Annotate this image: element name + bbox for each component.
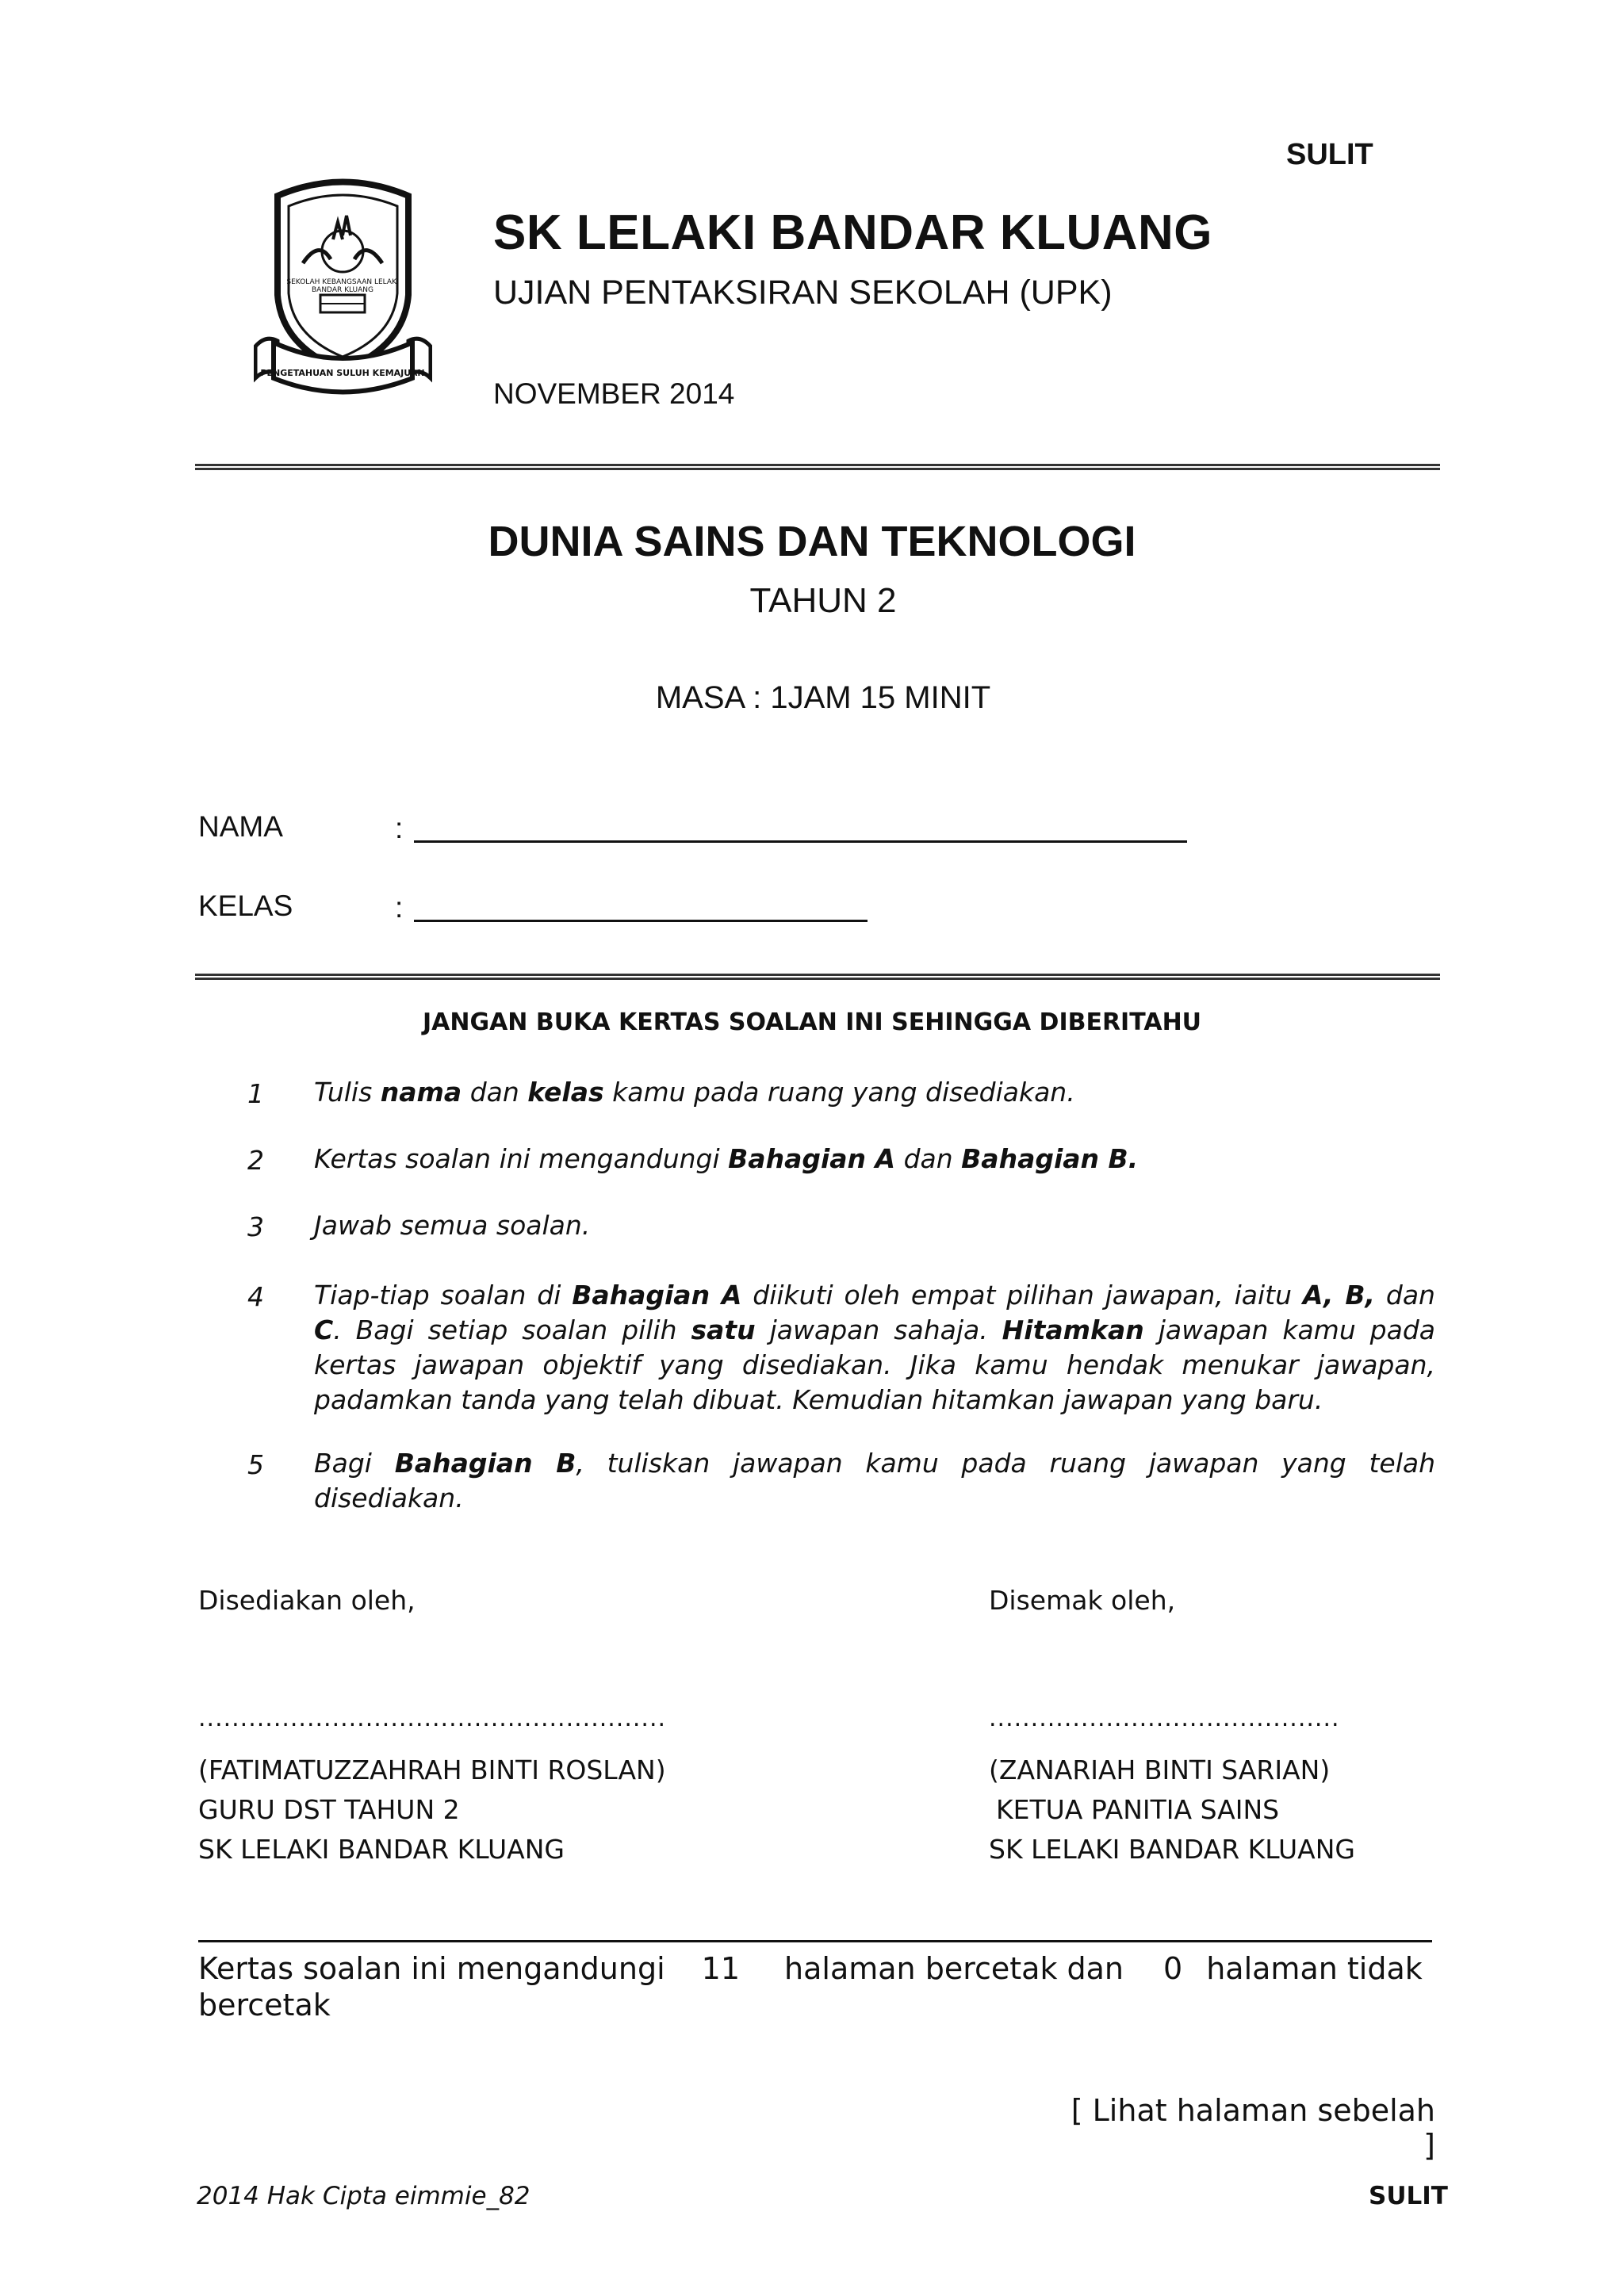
name-input-line[interactable] (414, 840, 1187, 843)
instruction-number: 2 (247, 1145, 264, 1176)
instruction-number: 1 (247, 1078, 264, 1109)
class-label: KELAS (198, 890, 293, 922)
copyright-text: 2014 Hak Cipta eimmie_82 (197, 2182, 530, 2210)
prepared-signature-line: ........................................................ (198, 1705, 667, 1732)
page-count-text: Kertas soalan ini mengandungi (198, 1951, 665, 1986)
instruction-item: Tiap-tiap soalan di Bahagian A diikuti oleh empat pilihan jawapan, iaitu A, B, dan C. Bagi setiap soalan pilih satu jawapan sahaja. Hitamkan jawapan kamu pada kertas jawapan objektif yang disediakan. Jika kamu hendak menukar jawapan, padamkan tanda yang telah dibuat. Kemudian hitamkan jawapan yang baru. (314, 1280, 1436, 1415)
checked-by-role: KETUA PANITIA SAINS (996, 1794, 1280, 1825)
next-page-note: [ Lihat halaman sebelah ] (1071, 2093, 1435, 2163)
instruction-item: Jawab semua soalan. (314, 1210, 591, 1241)
page-count-text: bercetak (198, 1988, 331, 2022)
page-count-text: halaman bercetak dan (784, 1951, 1124, 1986)
blank-page-count: 0 (1163, 1951, 1183, 1986)
header-divider (195, 464, 1440, 470)
warning-heading: JANGAN BUKA KERTAS SOALAN INI SEHINGGA DIBERITAHU (422, 1008, 1202, 1036)
instruction-number: 5 (247, 1449, 264, 1480)
footer-divider (198, 1940, 1432, 1942)
name-colon: : (395, 812, 404, 844)
exam-date: NOVEMBER 2014 (493, 377, 735, 410)
classification-bottom: SULIT (1369, 2182, 1448, 2210)
school-name: SK LELAKI BANDAR KLUANG (493, 205, 1213, 260)
prepared-by-label: Disediakan oleh, (198, 1585, 416, 1616)
checked-by-name: (ZANARIAH BINTI SARIAN) (989, 1755, 1331, 1785)
instruction-item: Bagi Bahagian B, tuliskan jawapan kamu pada ruang jawapan yang telah disediakan. (314, 1448, 1435, 1513)
subject-title: DUNIA SAINS DAN TEKNOLOGI (488, 518, 1136, 565)
printed-page-count: 11 (701, 1951, 741, 1986)
instruction-item: Kertas soalan ini mengandungi Bahagian A dan Bahagian B. (314, 1143, 1139, 1174)
school-crest-logo (254, 176, 432, 402)
instruction-number: 4 (247, 1281, 264, 1312)
checked-by-label: Disemak oleh, (989, 1585, 1176, 1616)
crest-text-school: SEKOLAH KEBANGSAAN LELAKI (286, 278, 399, 286)
instruction-item: Tulis nama dan kelas kamu pada ruang yang disediakan. (314, 1077, 1075, 1108)
classification-top: SULIT (1286, 138, 1373, 171)
page-count-text: halaman tidak (1206, 1951, 1423, 1986)
page-count-note (198, 1950, 1451, 2023)
instruction-number: 3 (247, 1211, 264, 1242)
prepared-by-name: (FATIMATUZZAHRAH BINTI ROSLAN) (198, 1755, 666, 1785)
class-input-line[interactable] (414, 920, 868, 922)
checked-by-school: SK LELAKI BANDAR KLUANG (989, 1834, 1355, 1865)
year-level: TAHUN 2 (749, 581, 897, 620)
crest-motto: PENGETAHUAN SULUH KEMAJUAN (260, 368, 425, 378)
crest-text-town: BANDAR KLUANG (311, 286, 374, 294)
exam-title: UJIAN PENTAKSIRAN SEKOLAH (UPK) (493, 274, 1113, 312)
time-allowed: MASA : 1JAM 15 MINIT (655, 680, 991, 715)
prepared-by-school: SK LELAKI BANDAR KLUANG (198, 1834, 565, 1865)
class-colon: : (395, 891, 404, 924)
prepared-by-role: GURU DST TAHUN 2 (198, 1794, 460, 1825)
name-label: NAMA (198, 810, 283, 843)
fields-divider (195, 974, 1440, 980)
checked-signature-line: .......................................... (989, 1705, 1340, 1732)
